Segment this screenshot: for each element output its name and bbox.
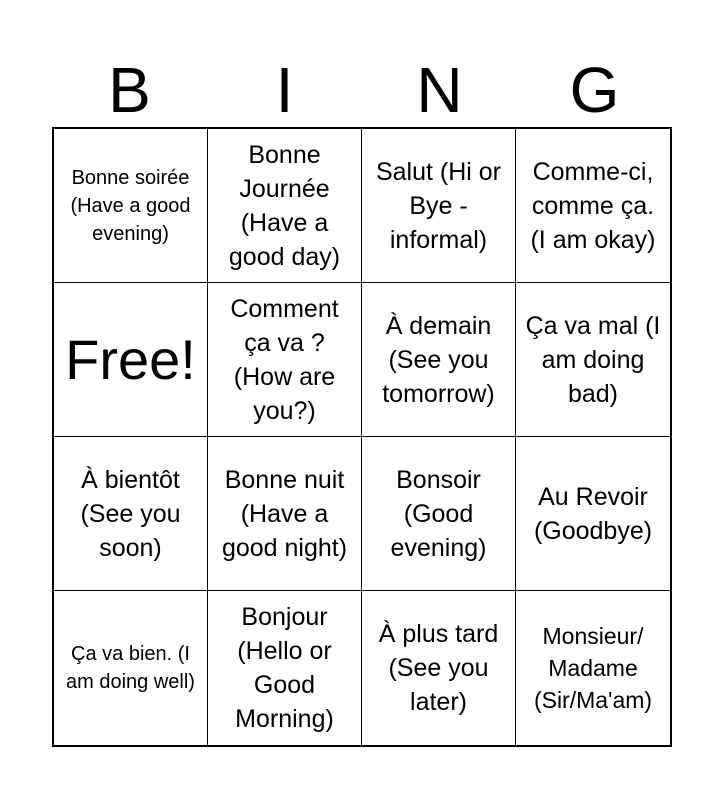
cell-text: Comme-ci, comme ça. (I am okay) bbox=[530, 157, 656, 254]
bingo-cell[interactable] bbox=[208, 283, 362, 437]
bingo-cell[interactable] bbox=[54, 129, 208, 283]
bingo-cell[interactable] bbox=[516, 437, 670, 591]
bingo-cell[interactable] bbox=[516, 591, 670, 745]
cell-text: Comment ça va ? (How are you?) bbox=[230, 294, 339, 425]
bingo-cell[interactable] bbox=[54, 437, 208, 591]
bingo-cell[interactable] bbox=[516, 283, 670, 437]
cell-text: Bonne nuit (Have a good night) bbox=[221, 465, 348, 562]
header-letter-i: I bbox=[275, 54, 294, 126]
bingo-cell[interactable] bbox=[362, 437, 516, 591]
bingo-cell[interactable] bbox=[54, 591, 208, 745]
header-letter-g: G bbox=[569, 54, 620, 126]
cell-text: Ça va bien. (I am doing well) bbox=[66, 643, 195, 693]
bingo-cell[interactable] bbox=[208, 437, 362, 591]
cell-text: Bonne soirée (Have a good evening) bbox=[70, 166, 191, 245]
bingo-cell[interactable] bbox=[208, 591, 362, 745]
bingo-cell[interactable] bbox=[362, 283, 516, 437]
cell-text: À bientôt (See you soon) bbox=[80, 465, 181, 562]
header-letter-b: B bbox=[108, 54, 151, 126]
free-space-text: Free! bbox=[65, 327, 196, 391]
cell-text: Au Revoir (Goodbye) bbox=[533, 482, 653, 545]
header-letter-n: N bbox=[416, 54, 463, 126]
cell-text: Monsieur/ Madame (Sir/Ma'am) bbox=[533, 623, 653, 713]
bingo-cell[interactable] bbox=[208, 129, 362, 283]
cell-text: Salut (Hi or Bye - informal) bbox=[375, 157, 502, 254]
bingo-cell[interactable] bbox=[516, 129, 670, 283]
bingo-cell[interactable] bbox=[362, 129, 516, 283]
cell-text: Bonjour (Hello or Good Morning) bbox=[235, 603, 334, 733]
cell-text: Bonsoir (Good evening) bbox=[390, 465, 487, 562]
cell-text: À plus tard (See you later) bbox=[378, 620, 499, 716]
bingo-grid bbox=[52, 127, 672, 747]
bingo-cell[interactable] bbox=[362, 591, 516, 745]
cell-text: À demain (See you tomorrow) bbox=[382, 311, 495, 408]
cell-text: Bonne Journée (Have a good day) bbox=[228, 140, 341, 271]
cell-text: Ça va mal (I am doing bad) bbox=[525, 311, 661, 408]
free-space-cell[interactable] bbox=[54, 283, 208, 437]
bingo-header bbox=[52, 52, 672, 128]
